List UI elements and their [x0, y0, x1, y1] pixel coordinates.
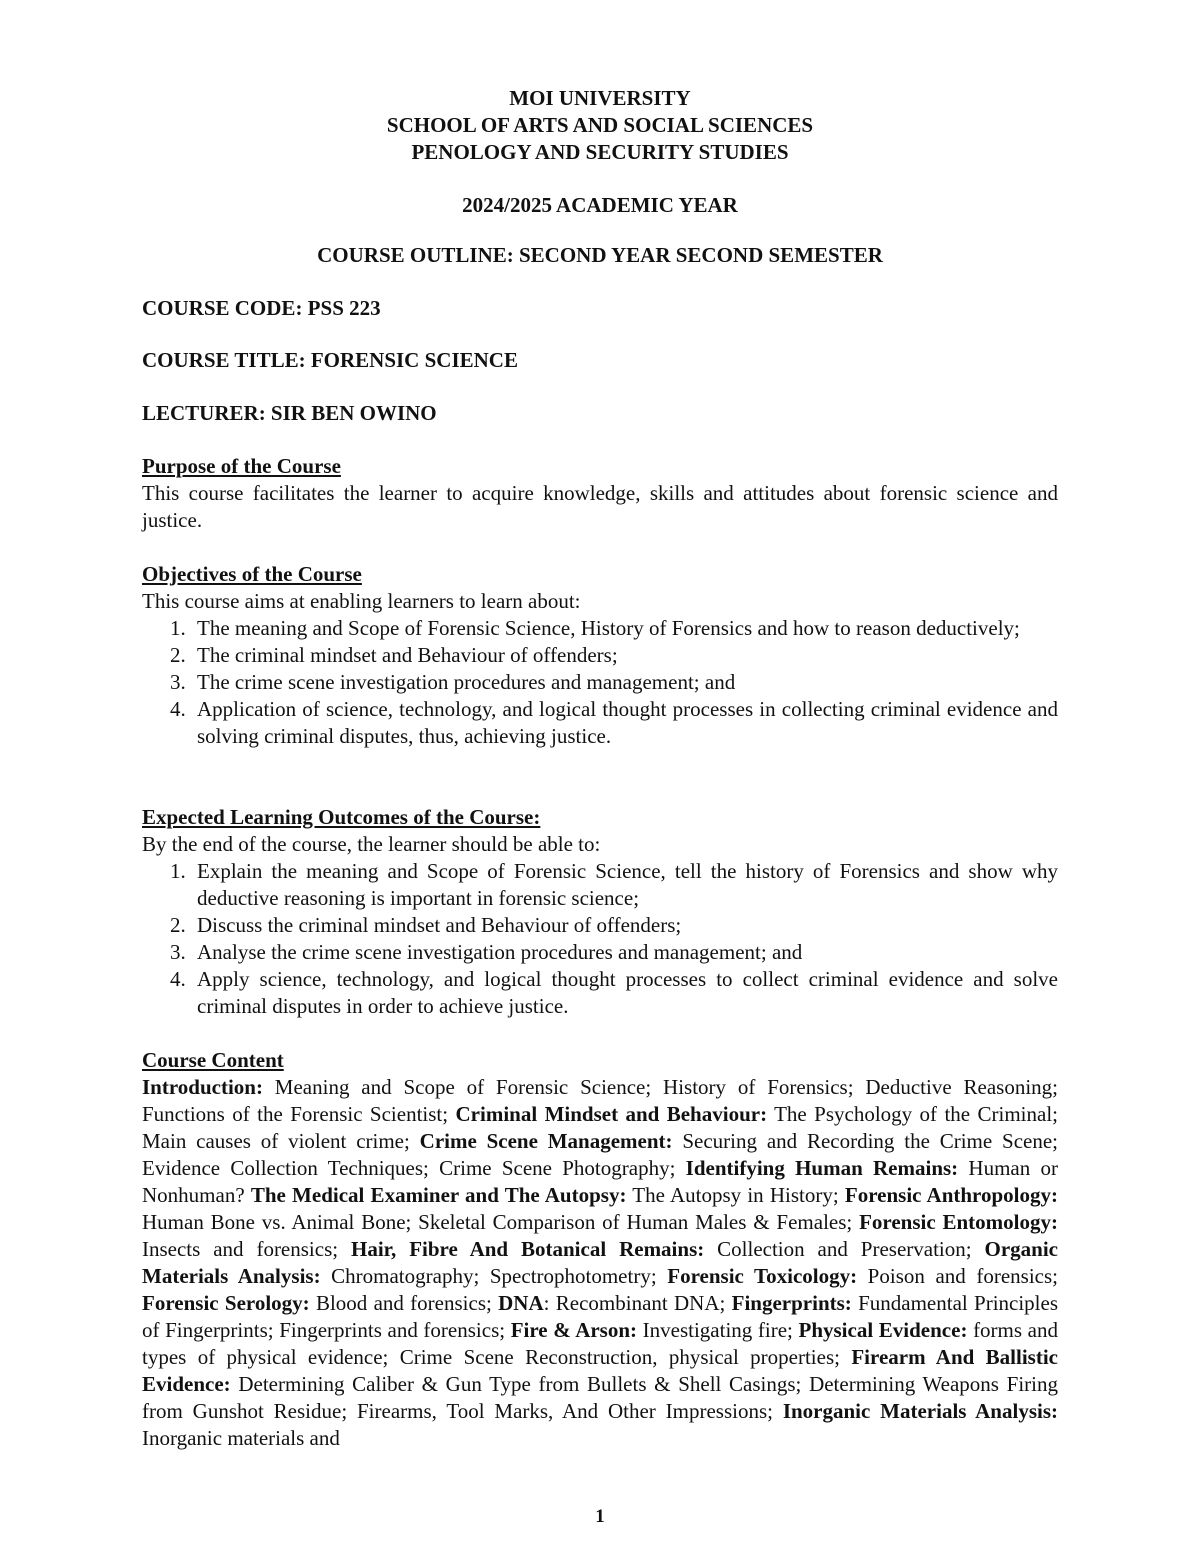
purpose-text: This course facilitates the learner to acquire knowledge, skills and attitudes about forensic science and justice.	[142, 481, 1058, 532]
objectives-list	[142, 615, 1058, 750]
outline-title: COURSE OUTLINE: SECOND YEAR SECOND SEMESTER	[317, 243, 883, 267]
list-item	[142, 966, 1058, 1020]
content-topic: Organic Materials Analysis:	[142, 1237, 1058, 1288]
content-topic: Introduction:	[142, 1075, 263, 1099]
content-topic: Forensic Anthropology:	[844, 1183, 1058, 1207]
content-topic: Physical Evidence:	[798, 1318, 968, 1342]
item-number: 1.	[170, 859, 186, 883]
list-item	[142, 939, 1058, 966]
content-topic: Forensic Serology:	[142, 1291, 310, 1315]
list-item	[142, 696, 1058, 750]
content-topic-text: Inorganic materials and	[142, 1426, 340, 1450]
content-topic: Forensic Entomology:	[859, 1210, 1058, 1234]
list-item	[142, 912, 1058, 939]
content-topic-text: Chromatography; Spectrophotometry;	[320, 1264, 668, 1288]
outcomes-intro: By the end of the course, the learner should be able to:	[142, 832, 601, 856]
lecturer: LECTURER: SIR BEN OWINO	[142, 401, 437, 425]
content-topic-text: The Autopsy in History;	[626, 1183, 845, 1207]
content-topic: Criminal Mindset and Behaviour:	[455, 1102, 768, 1126]
content-heading: Course Content	[142, 1048, 284, 1072]
item-text: Analyse the crime scene investigation procedures and management; and	[197, 940, 803, 964]
content-topic: DNA	[498, 1291, 544, 1315]
department-name: PENOLOGY AND SECURITY STUDIES	[411, 140, 789, 164]
objectives-heading: Objectives of the Course	[142, 562, 362, 586]
objectives-intro: This course aims at enabling learners to learn about:	[142, 589, 581, 613]
content-topic-text: Human or Nonhuman?	[142, 1156, 1058, 1207]
item-text: Discuss the criminal mindset and Behaviour of offenders;	[197, 913, 682, 937]
content-topic: Inorganic Materials Analysis:	[782, 1399, 1058, 1423]
item-number: 3.	[170, 670, 186, 694]
content-topic: Identifying Human Remains:	[685, 1156, 959, 1180]
page-number: 1	[595, 1506, 605, 1527]
item-number: 4.	[170, 967, 186, 991]
content-topic-text: The Psychology of the Criminal; Main causes of violent crime;	[142, 1102, 1059, 1153]
item-number: 3.	[170, 940, 186, 964]
list-item	[142, 858, 1058, 912]
university-name: MOI UNIVERSITY	[509, 86, 691, 110]
content-topic-text: Determining Caliber & Gun Type from Bullets & Shell Casings; Determining Weapons Firing from Gunshot Residue; Firearms, Tool Marks, And Other Impressions;	[142, 1372, 1058, 1423]
content-topic-text: Fundamental Principles of Fingerprints; Fingerprints and forensics;	[142, 1291, 1059, 1342]
content-topic-text: forms and types of physical evidence; Crime Scene Reconstruction, physical properties;	[142, 1318, 1058, 1369]
school-name: SCHOOL OF ARTS AND SOCIAL SCIENCES	[386, 113, 814, 137]
item-number: 1.	[170, 616, 186, 640]
list-item	[142, 669, 1058, 696]
content-topic: Hair, Fibre And Botanical Remains:	[351, 1237, 705, 1261]
item-text: The criminal mindset and Behaviour of offenders;	[197, 643, 618, 667]
content-topic-text: Securing and Recording the Crime Scene; Evidence Collection Techniques; Crime Scene Photography;	[142, 1129, 1058, 1180]
content-topic: Crime Scene Management:	[419, 1129, 673, 1153]
purpose-heading: Purpose of the Course	[142, 454, 341, 478]
outcomes-list	[142, 858, 1058, 1020]
academic-year: 2024/2025 ACADEMIC YEAR	[462, 193, 738, 217]
item-number: 2.	[170, 913, 186, 937]
content-topic-text: Collection and Preservation;	[704, 1237, 985, 1261]
content-topic-text: Meaning and Scope of Forensic Science; History of Forensics; Deductive Reasoning; Functions of the Forensic Scientist;	[142, 1075, 1058, 1126]
list-item	[142, 642, 1058, 669]
content-topic-text: Investigating fire;	[637, 1318, 799, 1342]
outcomes-heading: Expected Learning Outcomes of the Course:	[142, 805, 541, 829]
content-topic: The Medical Examiner and The Autopsy:	[250, 1183, 627, 1207]
content-topic-text: : Recombinant DNA;	[543, 1291, 732, 1315]
content-topic: Firearm And Ballistic Evidence:	[142, 1345, 1059, 1396]
content-topic: Fingerprints:	[731, 1291, 852, 1315]
course-title: COURSE TITLE: FORENSIC SCIENCE	[142, 348, 518, 372]
item-text: Application of science, technology, and logical thought processes in collecting criminal evidence and solving criminal disputes, thus, achieving justice.	[197, 697, 1058, 748]
item-text: The crime scene investigation procedures and management; and	[197, 670, 736, 694]
course-code: COURSE CODE: PSS 223	[142, 296, 381, 320]
content-topic-text: Blood and forensics;	[309, 1291, 499, 1315]
content-body	[142, 1074, 1058, 1452]
content-topic: Fire & Arson:	[510, 1318, 638, 1342]
list-item	[142, 615, 1058, 642]
item-text: Explain the meaning and Scope of Forensic Science, tell the history of Forensics and show why deductive reasoning is important in forensic science;	[197, 859, 1058, 910]
item-text: Apply science, technology, and logical thought processes to collect criminal evidence and solve criminal disputes in order to achieve justice.	[197, 967, 1058, 1018]
item-number: 4.	[170, 697, 186, 721]
content-topic-text: Insects and forensics;	[142, 1237, 351, 1261]
item-text: The meaning and Scope of Forensic Science, History of Forensics and how to reason deductively;	[197, 616, 1020, 640]
item-number: 2.	[170, 643, 186, 667]
content-topic-text: Poison and forensics;	[857, 1264, 1058, 1288]
content-topic: Forensic Toxicology:	[667, 1264, 858, 1288]
content-topic-text: Human Bone vs. Animal Bone; Skeletal Comparison of Human Males & Females;	[142, 1210, 860, 1234]
